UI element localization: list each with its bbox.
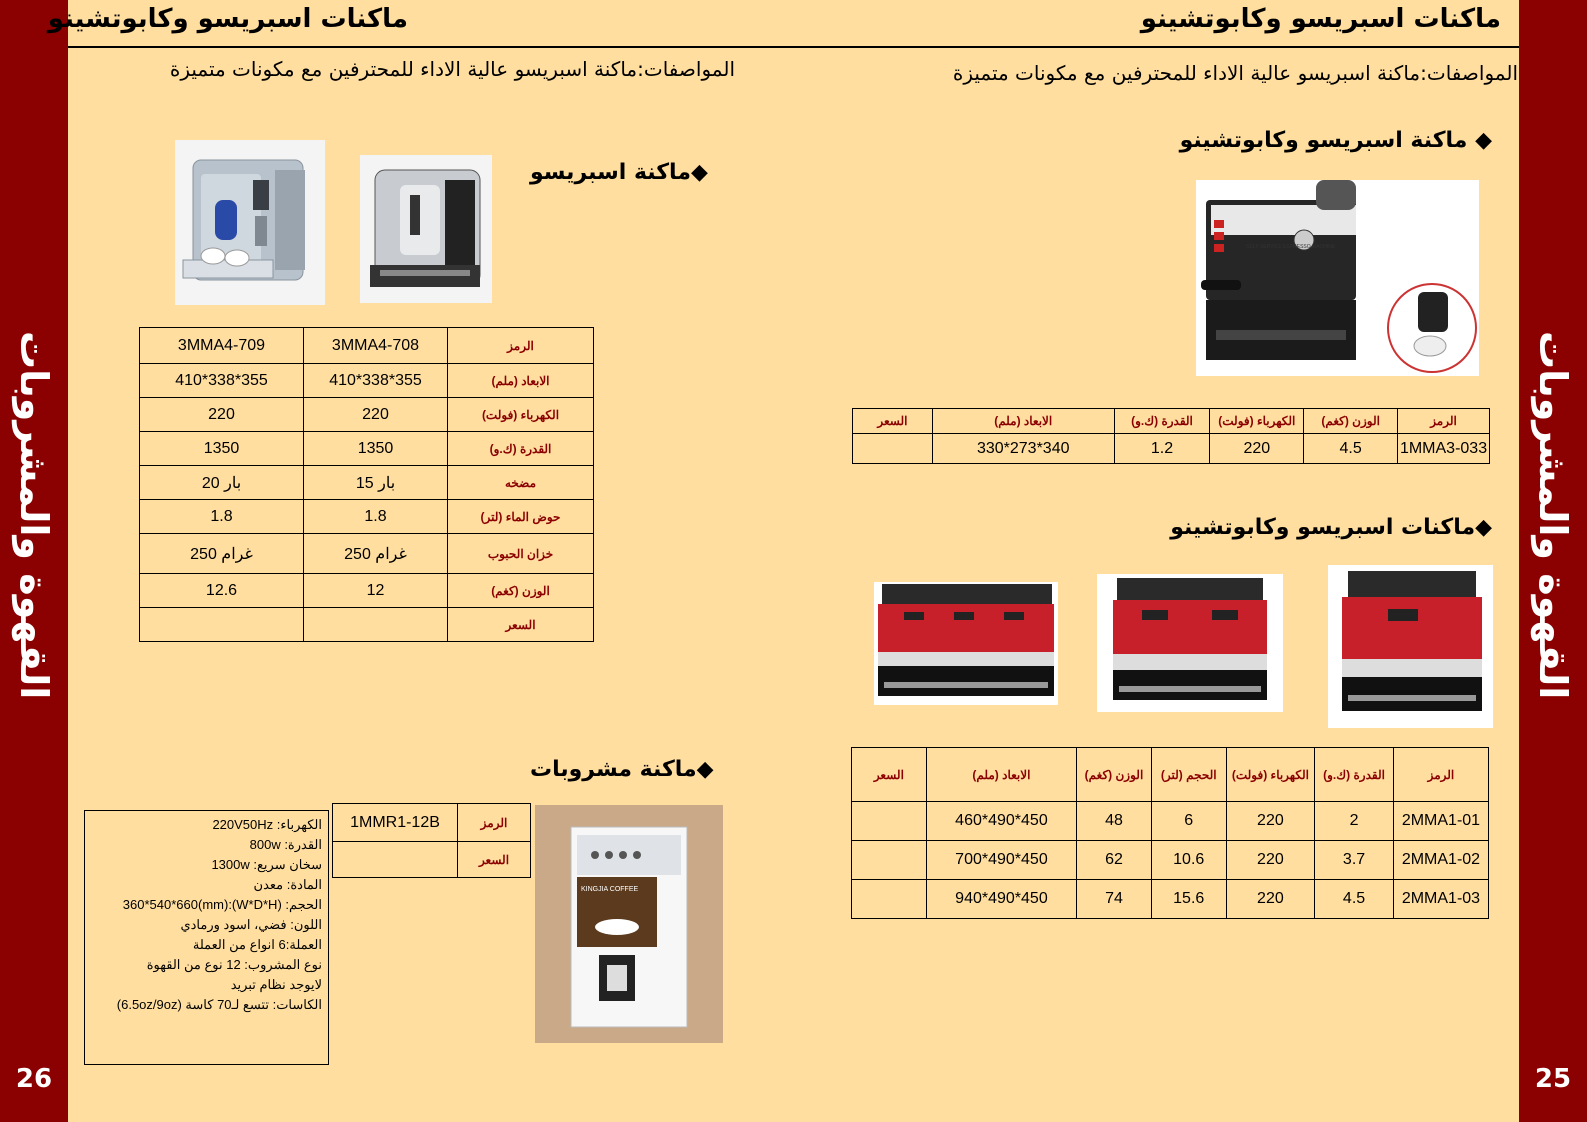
drinks-info-line: الحجم: (W*D*H):360*540*660(mm) (122, 897, 322, 912)
espresso-machine-black-image (360, 155, 492, 303)
multi-table-row (852, 880, 1489, 919)
multi-table-cell: 3.7 (1315, 841, 1394, 880)
single-table-header: الرمز (1398, 409, 1490, 434)
multi-table-cell: 62 (1077, 841, 1152, 880)
espresso-single-machine-image (1196, 180, 1479, 376)
multi-table-cell: 48 (1077, 802, 1152, 841)
drinks-info-line: لايوجد نظام تبريد (230, 977, 322, 992)
espresso-cell-709 (140, 608, 304, 642)
espresso-row-label: القدرة (ك.و) (448, 432, 594, 466)
multi-table-cell: 2MMA1-02 (1393, 841, 1488, 880)
single-table-cell: 220 (1210, 434, 1304, 464)
espresso-cappuccino-machine-title: ◆ ماكنة اسبريسو وكابوتشينو (1179, 128, 1492, 153)
espresso-cell-709: 220 (140, 398, 304, 432)
espresso-table-row (140, 500, 594, 534)
single-table-header: السعر (853, 409, 933, 434)
single-table-cell (853, 434, 933, 464)
drinks-code-value: 1MMR1-12B (333, 804, 458, 842)
espresso-cell-709: 20 بار (140, 466, 304, 500)
single-table-cell: 330*273*340 (932, 434, 1114, 464)
multi-table-cell: 15.6 (1151, 880, 1226, 919)
espresso-cell-708: 1.8 (304, 500, 448, 534)
multi-table-cell: 74 (1077, 880, 1152, 919)
multi-table-cell: 2MMA1-03 (1393, 880, 1488, 919)
espresso-row-label: السعر (448, 608, 594, 642)
espresso-row-label: الكهرباء (فولت) (448, 398, 594, 432)
drinks-info-line: المادة: معدن (253, 877, 322, 892)
single-table-cell: 4.5 (1304, 434, 1398, 464)
espresso-single-table (852, 408, 1490, 464)
espresso-row-label: الرمز (448, 328, 594, 364)
drinks-info-box (84, 810, 329, 1065)
drinks-price-label: السعر (458, 842, 531, 878)
multi-table-cell: 940*490*450 (926, 880, 1076, 919)
espresso-machine-title: ◆ماكنة اسبريسو (530, 160, 708, 185)
single-table-header: القدرة (ك.و) (1114, 409, 1210, 434)
espresso-cell-708: 3MMA4-708 (304, 328, 448, 364)
left-side-title: القهوة والمشروبات (12, 330, 56, 700)
espresso-row-label: حوض الماء (لتر) (448, 500, 594, 534)
espresso-cell-708 (304, 608, 448, 642)
single-table-cell: 1.2 (1114, 434, 1210, 464)
multi-table-cell: 220 (1226, 880, 1315, 919)
left-page-number: 26 (15, 1064, 53, 1094)
drinks-info-line: اللون: فضي، اسود ورمادي (180, 917, 322, 932)
drinks-machine-image (535, 805, 723, 1043)
drinks-code-label: الرمز (458, 804, 531, 842)
multi-table-cell: 700*490*450 (926, 841, 1076, 880)
espresso-cell-709: 250 غرام (140, 534, 304, 574)
drinks-price-value (333, 842, 458, 878)
espresso-cell-708: 410*338*355 (304, 364, 448, 398)
espresso-table-row (140, 534, 594, 574)
multi-table-cell: 10.6 (1151, 841, 1226, 880)
multi-table-header: الرمز (1393, 748, 1488, 802)
single-table-cell: 1MMA3-033 (1398, 434, 1490, 464)
espresso-3-group-image (874, 582, 1058, 705)
espresso-table-row (140, 364, 594, 398)
multi-table-cell: 2 (1315, 802, 1394, 841)
drinks-info-line: الكاسات: تتسع لـ70 كاسة (6.5oz/9oz) (116, 997, 322, 1012)
espresso-table-row (140, 432, 594, 466)
left-specs: المواصفات:ماكنة اسبريسو عالية الاداء للمحترفين مع مكونات متميزة (169, 57, 735, 81)
multi-table-cell: 220 (1226, 841, 1315, 880)
multi-table-cell: 4.5 (1315, 880, 1394, 919)
multi-table-cell (852, 802, 927, 841)
multi-table-row (852, 841, 1489, 880)
espresso-1-group-image (1328, 565, 1493, 728)
multi-table-cell (852, 841, 927, 880)
drinks-info-line: سخان سريع: 1300w (211, 857, 322, 872)
drinks-machine-brand-label: KINGJIA COFFEE (581, 886, 639, 893)
espresso-table-row (140, 328, 594, 364)
right-side-title: القهوة والمشروبات (1531, 330, 1575, 700)
espresso-cell-709: 1.8 (140, 500, 304, 534)
espresso-table-row (140, 398, 594, 432)
drinks-code-table (332, 803, 531, 878)
espresso-row-label: الابعاد (ملم) (448, 364, 594, 398)
drinks-machine-title: ◆ماكنة مشروبات (530, 757, 714, 782)
single-table-header: الابعاد (ملم) (932, 409, 1114, 434)
espresso-cell-709: 12.6 (140, 574, 304, 608)
drinks-info-line: الكهرباء: 220V50Hz (212, 817, 322, 832)
espresso-table-row (140, 466, 594, 500)
espresso-2-group-image (1097, 574, 1283, 712)
multi-table-header: الكهرباء (فولت) (1226, 748, 1315, 802)
left-header: ماكنات اسبريسو وكابوتشينو (47, 4, 408, 34)
multi-table-header: الابعاد (ملم) (926, 748, 1076, 802)
multi-table-header: الوزن (كغم) (1077, 748, 1152, 802)
espresso-cell-708: 1350 (304, 432, 448, 466)
drinks-info-line: العملة:6 انواع من العملة (192, 937, 322, 952)
multi-table-row (852, 802, 1489, 841)
multi-table-cell: 2MMA1-01 (1393, 802, 1488, 841)
espresso-cell-709: 410*338*355 (140, 364, 304, 398)
right-side-bar (1519, 0, 1587, 1122)
espresso-machine-silver-image (175, 140, 325, 305)
espresso-row-label: خزان الحبوب (448, 534, 594, 574)
multi-table-cell: 220 (1226, 802, 1315, 841)
drinks-info-line: القدرة: 800w (249, 837, 322, 852)
espresso-row-label: مضخه (448, 466, 594, 500)
espresso-cell-709: 1350 (140, 432, 304, 466)
espresso-specs-table (139, 327, 594, 642)
header-rule (68, 46, 1519, 48)
espresso-row-label: الوزن (كغم) (448, 574, 594, 608)
single-machine-brand-label: SELF SERVICE ESPRESSO MACHINE (1246, 244, 1336, 250)
single-table-header: الكهرباء (فولت) (1210, 409, 1304, 434)
multi-table-cell: 460*490*450 (926, 802, 1076, 841)
multi-table-header: الحجم (لتر) (1151, 748, 1226, 802)
left-side-bar (0, 0, 68, 1122)
espresso-table-row (140, 608, 594, 642)
multi-table-header: السعر (852, 748, 927, 802)
espresso-multi-table (851, 747, 1489, 919)
multi-table-cell: 6 (1151, 802, 1226, 841)
espresso-cell-708: 220 (304, 398, 448, 432)
espresso-cell-708: 15 بار (304, 466, 448, 500)
right-specs: المواصفات:ماكنة اسبريسو عالية الاداء للمحترفين مع مكونات متميزة (952, 61, 1518, 85)
espresso-cell-708: 12 (304, 574, 448, 608)
single-table-header: الوزن (كغم) (1304, 409, 1398, 434)
drinks-info-line: نوع المشروب: 12 نوع من القهوة (146, 957, 322, 972)
multi-table-header: القدرة (ك.و) (1315, 748, 1394, 802)
multi-table-cell (852, 880, 927, 919)
right-page-number: 25 (1534, 1064, 1572, 1094)
espresso-cell-708: 250 غرام (304, 534, 448, 574)
espresso-cappuccino-machines-title: ◆ماكنات اسبريسو وكابوتشينو (1170, 515, 1492, 540)
espresso-table-row (140, 574, 594, 608)
right-header: ماكنات اسبريسو وكابوتشينو (1140, 4, 1501, 34)
espresso-cell-709: 3MMA4-709 (140, 328, 304, 364)
